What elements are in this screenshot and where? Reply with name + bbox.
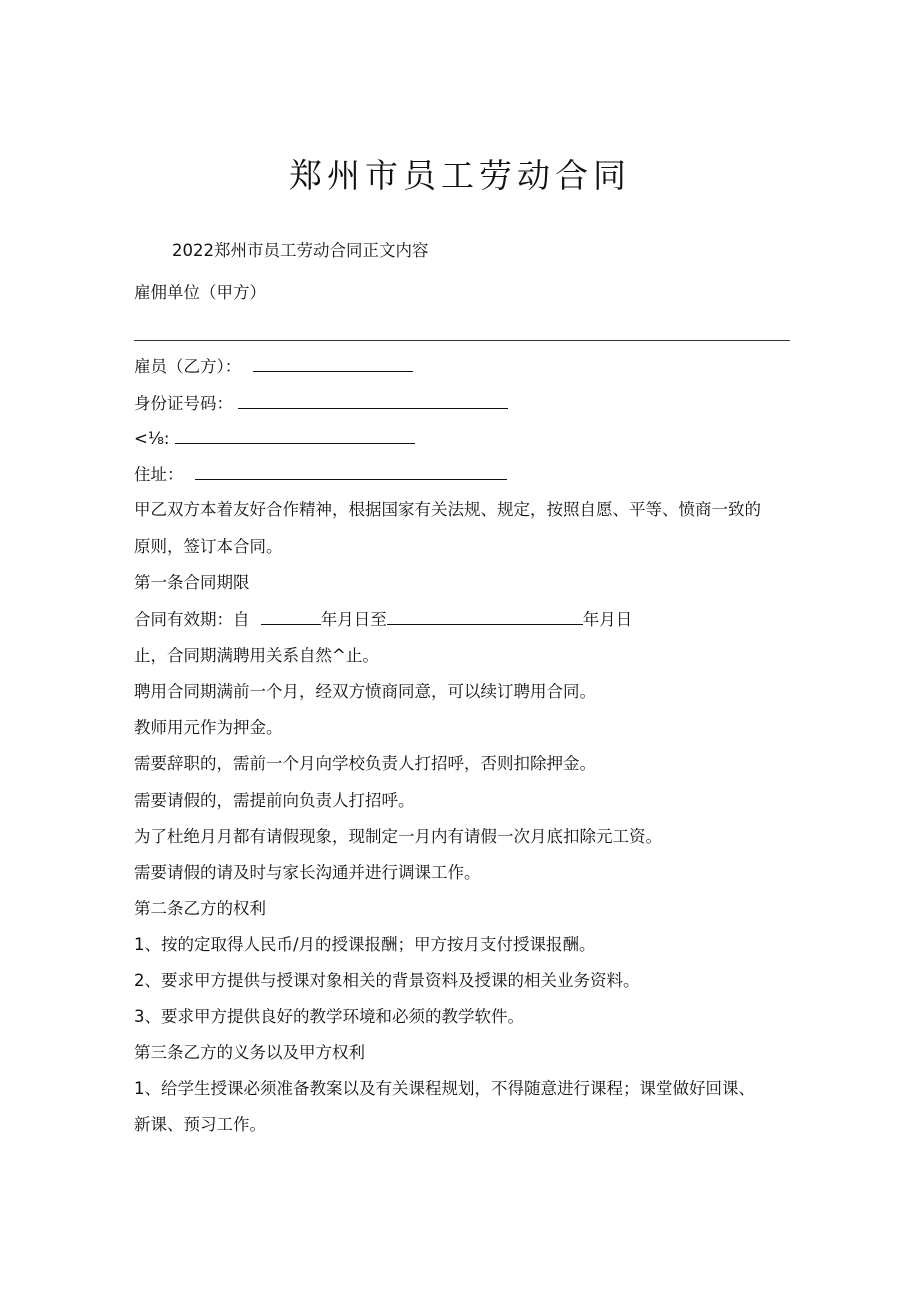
employer-signature-line xyxy=(134,340,790,341)
address-label: 住址： xyxy=(134,465,184,484)
article-2-item-3: 3、要求甲方提供良好的教学环境和必须的教学软件。 xyxy=(134,1007,524,1026)
id-blank xyxy=(238,392,508,409)
term-suffix: 年月日 xyxy=(582,610,633,629)
article-3-heading: 第三条乙方的义务以及甲方权利 xyxy=(134,1043,365,1062)
id-field xyxy=(134,392,508,415)
intro-line-2: 原则，签订本合同。 xyxy=(134,537,283,556)
intro-line-1: 甲乙双方本着友好合作精神，根据国家有关法规、规定，按照自愿、平等、愤商一致的 xyxy=(134,500,761,519)
article-1-line-6: 需要请假的，需提前向负责人打招呼。 xyxy=(134,791,415,810)
garbled-label: <⅛: xyxy=(134,429,170,448)
employee-field xyxy=(134,355,413,378)
subtitle: 2022郑州市员工劳动合同正文内容 xyxy=(172,241,429,260)
garbled-field xyxy=(134,427,415,450)
article-3-item-1-line-1: 1、给学生授课必须准备教案以及有关课程规划，不得随意进行课程；课堂做好回课、 xyxy=(134,1079,755,1098)
garbled-blank xyxy=(175,427,415,444)
article-1-line-2: 止，合同期满聘用关系自然^止。 xyxy=(134,646,379,665)
article-2-heading: 第二条乙方的权利 xyxy=(134,899,266,918)
term-end-blank xyxy=(387,608,583,625)
employee-blank xyxy=(253,355,413,372)
article-1-heading: 第一条合同期限 xyxy=(134,573,250,592)
article-1-line-3: 聘用合同期满前一个月，经双方愤商同意，可以续订聘用合同。 xyxy=(134,682,596,701)
article-1-line-4: 教师用元作为押金。 xyxy=(134,718,283,737)
employee-label: 雇员（乙方）： xyxy=(134,357,242,376)
article-3-item-1-line-2: 新课、预习工作。 xyxy=(134,1115,266,1134)
article-1-line-8: 需要请假的请及时与家长沟通并进行调课工作。 xyxy=(134,863,481,882)
address-field xyxy=(134,463,507,486)
article-1-line-7: 为了杜绝月月都有请假现象，现制定一月内有请假一次月底扣除元工资。 xyxy=(134,827,662,846)
article-2-item-1: 1、按的定取得人民币/月的授课报酬；甲方按月支付授课报酬。 xyxy=(134,935,596,954)
address-blank xyxy=(195,463,507,480)
term-start-blank xyxy=(261,608,321,625)
article-2-item-2: 2、要求甲方提供与授课对象相关的背景资料及授课的相关业务资料。 xyxy=(134,971,640,990)
term-mid: 年月日至 xyxy=(320,610,387,629)
article-1-line-5: 需要辞职的，需前一个月向学校负责人打招呼，否则扣除押金。 xyxy=(134,754,596,773)
contract-term-line xyxy=(134,608,632,631)
document-title: 郑州市员工劳动合同 xyxy=(289,156,631,195)
employer-label: 雇佣单位（甲方） xyxy=(134,283,266,302)
term-prefix: 合同有效期：自 xyxy=(134,610,250,629)
id-label: 身份证号码： xyxy=(134,394,233,413)
